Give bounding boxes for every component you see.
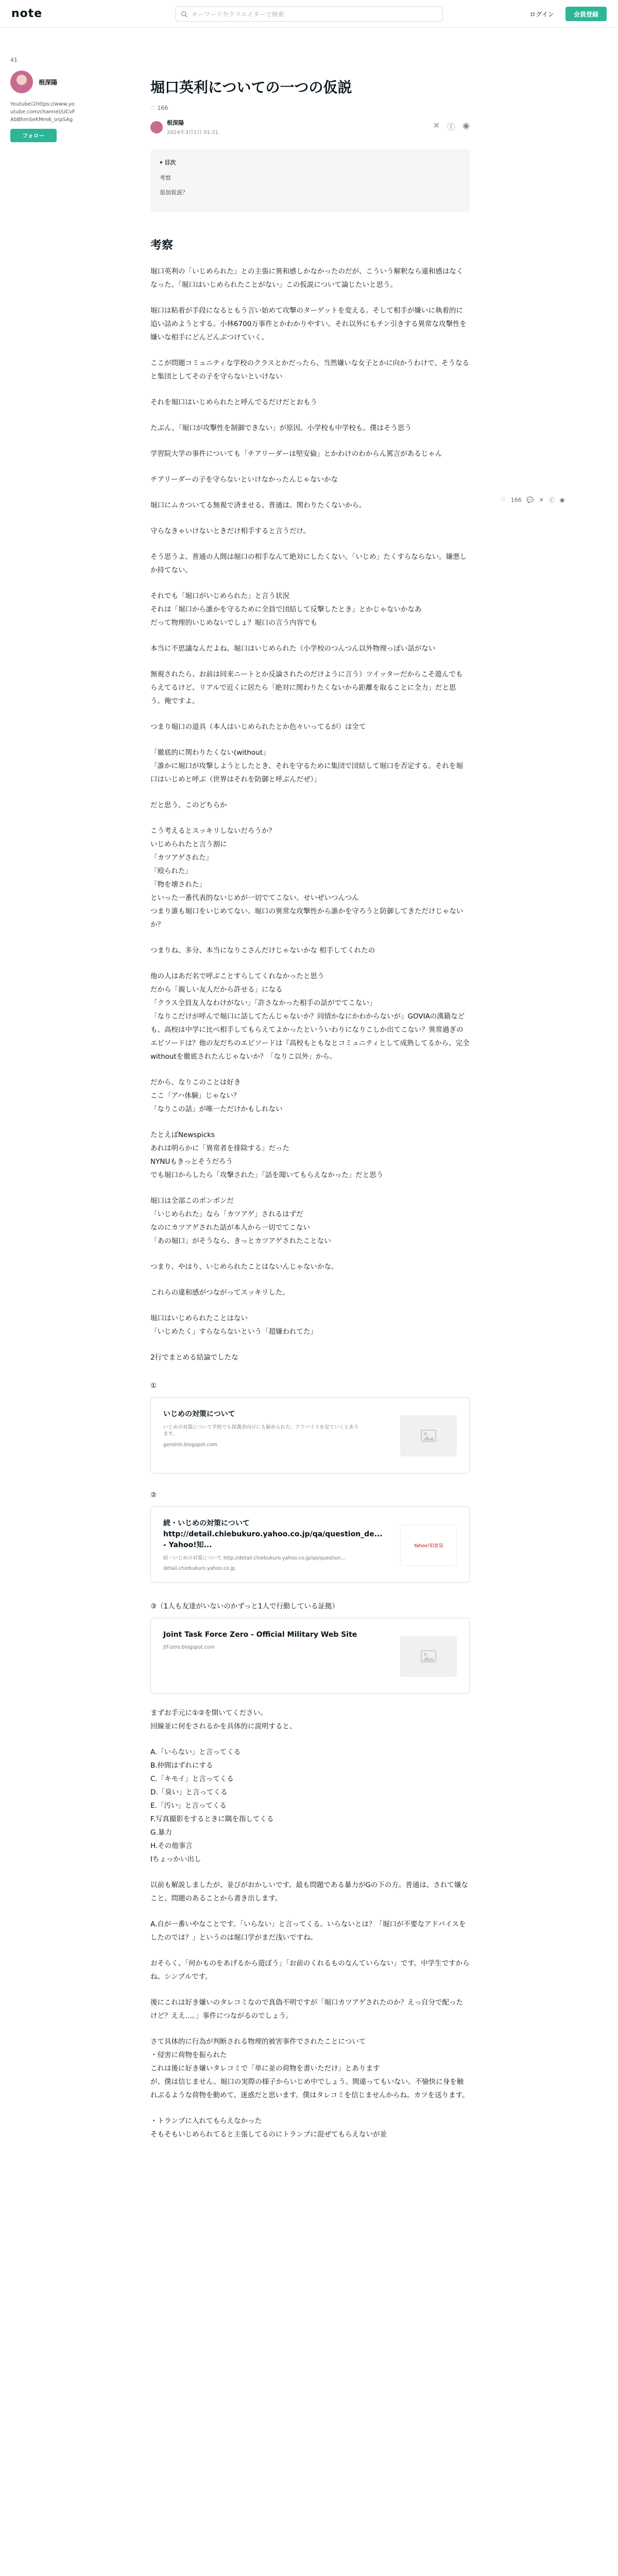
article-paragraph: 学習院大学の事件についても「チアリーダーは堅安倫」とかわけのわからん罵言があるじゃん: [150, 450, 442, 459]
heart-icon[interactable]: ♡: [150, 105, 156, 112]
article-paragraph: ・トランプに入れてもらえなかった そもそもいじめられてると主張してるのにトランプに混ぜてもらえないが並: [150, 2117, 387, 2139]
image-placeholder-icon: [421, 1650, 436, 1663]
article-paragraph: ここが問題コミュニティな学校のクラスとかだったら、当然嫌いな女子とかに向かうわけで、そうなると集団としてその子を守らないといけない: [150, 359, 469, 381]
embed-number: ③（1人も友達がいないのかずっと1人で行動している証拠）: [150, 1602, 339, 1611]
article-paragraph: 本当に不思議なんだよね。堀口はいじめられた（小学校のつんつん以外物理っぽい話がない: [150, 645, 436, 653]
article-paragraph: つまりね、多分、本当になりこさんだけじゃないかな 相手してくれたの: [150, 946, 375, 955]
site-header: [0, 0, 618, 28]
table-of-contents: [150, 149, 470, 212]
x-share-icon[interactable]: ✕: [433, 121, 440, 131]
embed-card[interactable]: [150, 1397, 470, 1473]
image-placeholder-icon: [421, 1430, 436, 1442]
comment-icon[interactable]: 💬: [526, 496, 534, 503]
embed-number: ①: [150, 1382, 157, 1391]
facebook-float-icon[interactable]: ⓕ: [548, 497, 555, 503]
article-paragraph: たとえばNewspicks あれは明らかに「異常者を排除する」だった NYNUもきっとそうだろう でも堀口からしたら「攻撃された」「話を聞いてもらえなかった」だと思う: [150, 1131, 384, 1180]
like-summary: [150, 105, 470, 111]
article-paragraph: こう考えるとスッキリしないだろうか？ いじめられたと言う割に 「カツアゲされた」 「殴られた」 「物を壊された」 といった一番代表的ないじめが一切でてこない。せいぜいつんつん つまり誰も堀口をいじめてない。堀口の異常な攻撃性から誰かを守ろうと防御してきただけじゃないか？: [150, 827, 464, 929]
article-paragraph: だから、なりこのことは好き ここ「アハ体験」じゃない？ 「なりこの話」が唯一ただけかもしれない: [150, 1078, 283, 1114]
sidebar-count: 41: [10, 57, 18, 63]
article-paragraph: チアリーダーの子を守らないといけなかったんじゃないかな: [150, 476, 338, 484]
embed-cards: [150, 1382, 470, 1694]
embed-card[interactable]: [150, 1618, 470, 1694]
embed-number: ②: [150, 1491, 157, 1500]
article-paragraph: 「徹底的に関わりたくない(without」 「誰かに堀口が攻撃しようとしたとき、それを守るために集団で団結して堀口を否定する。それを堀口はいじめと呼ぶ（世界はそれを防御と呼ぶんだぜ）」: [150, 749, 463, 784]
article-paragraph: 堀口英利の「いじめられた」との主張に異和感しかなかったのだが、こういう解釈なら違和感はなくなった。「堀口はいじめられたことがない」この仮説について論じたいと思う。: [150, 267, 464, 290]
author-avatar[interactable]: [10, 71, 33, 93]
article-paragraph: 堀口は粘着が手段になるともう言い始めて攻撃のターゲットを変える。そして相手が嫌いに執着的に追い詰めようとする。小林6700万事件とかわかりやすい。それ以外にもチン引きする異常な攻撃性を嫌いな相手にどんどんぶつけていく。: [150, 307, 467, 342]
article-paragraph: だと思う。このどちらか: [150, 801, 227, 810]
embed-card-title: いじめの対策について: [163, 1410, 235, 1419]
article-paragraph: そう思うよ、普通の人間は堀口の相手なんて絶対にしたくない。「いじめ」たくすらならない。嫌悪しか持てない。: [150, 553, 467, 575]
signup-button[interactable]: 会員登録: [565, 7, 607, 21]
login-button[interactable]: ログイン: [529, 10, 554, 18]
article-paragraph: 無視されたら、お前は同来ニートとか反論されたのだけように言う）ツイッターだからこそ遊んでもらえてるけど、リアルで近くに居たら「絶対に関わりたくないから距離を取ることに全力」だと思う。俺ですよ。: [150, 670, 463, 706]
x-float-icon[interactable]: ✕: [539, 496, 544, 503]
embed-card-url: genshin.blogspot.com: [163, 1442, 217, 1448]
article-main: [150, 77, 470, 2141]
embed-card-title: 続・いじめの対策についてhttp://detail.chiebukuro.yahoo.co.jp/qa/question_de... - Yahoo!知...: [163, 1519, 383, 1550]
article-paragraph: 守らなきゃいけないときだけ相手すると言うだけ。: [150, 527, 310, 536]
article-paragraph: A.自が一番いやなことです。「いらない」と言ってくる。いらないとは？「堀口が不要なアドバイスをしたのでは？」というのは堀口学がまだ浅いですね。: [150, 1920, 466, 1942]
author-row: [150, 118, 470, 135]
section-title: 考察: [150, 239, 174, 252]
follow-button[interactable]: フォロー: [10, 129, 57, 142]
author-name[interactable]: 根深陽: [39, 78, 58, 86]
article-paragraph: さて具体的に行為が判断される物理的被害事件でされたことについて ・侵害に荷物を振られた これは後に好き嫌いタレコミで「単に並の荷物を書いただけ」とあります が、僕は信じません。堀口の実際の様子からいじめ中でしょう。間違ってもいない。不愉快に身を触れぶるような荷物を動めて、迷惑だと思います。僕はタレコミを信じませんからね。カツを送ります。: [150, 2038, 469, 2100]
article-body: [150, 265, 470, 1364]
article-paragraph: 堀口にムカついてる無視で済ませる、普通は。関わりたくないから。: [150, 501, 366, 510]
embed-card-title: Joint Task Force Zero - Official Military Web Site: [163, 1631, 357, 1639]
author-sidebar: [10, 57, 77, 142]
like-heart-icon[interactable]: ♡: [501, 496, 506, 503]
article-paragraph: 後にこれは好き嫌いのタレコミなので真偽不明ですが「堀口カツアゲされたのか？えっ自分で配ったけど？ええ…。」事件につながるのでしょう。: [150, 1998, 464, 2021]
embed-card[interactable]: [150, 1506, 470, 1583]
article-paragraph: 以前も解説しましたが、並びがおかしいです。最も問題である暴力がGの下の方。普通は、されて嫌なこと、問題のあることから書き出します。: [150, 1881, 468, 1903]
article-paragraph: つまり堀口の道具（本人はいじめられたとか色々いってるが）は全て: [150, 723, 366, 732]
toc-item-2[interactable]: 追加仮説？: [160, 189, 188, 196]
author-link[interactable]: 根深陽: [167, 120, 184, 127]
embed-card-url: detail.chiebukuro.yahoo.co.jp: [163, 1566, 235, 1572]
toc-item-1[interactable]: 考察: [160, 175, 171, 182]
line-float-icon[interactable]: ◉: [559, 496, 565, 503]
article-paragraph: A.「いらない」と言ってくる B.仲間はずれにする C.「キモイ」と言ってくる D.「臭い」と言ってくる E.「汚い」と言ってくる F.写真撮影をするときに隅を指してくる G.暴力 H.その他事言 Iちょっかい出し: [150, 1748, 274, 1864]
like-count: 166: [157, 105, 168, 112]
embed-card-url: jtf-zero.blogspot.com: [163, 1645, 215, 1651]
note-logo[interactable]: note: [11, 7, 43, 20]
article-paragraph: まずお手元に①②を開いてください。 回線並に何をされるかを具体的に説明すると、: [150, 1709, 297, 1731]
toc-heading: ▾ 目次: [160, 159, 176, 166]
search-box[interactable]: [175, 6, 443, 22]
embed-thumbnail: [400, 1636, 457, 1677]
share-icons: [433, 121, 470, 132]
line-share-icon[interactable]: ◉: [462, 121, 470, 131]
search-icon: [181, 11, 187, 18]
article-title: 堀口英利についての一つの仮説: [150, 79, 352, 96]
facebook-share-icon[interactable]: ⓕ: [447, 122, 456, 132]
embed-thumbnail: Yahoo!知恵袋: [400, 1524, 457, 1566]
article-paragraph: つまり、やはり、いじめられたことはないんじゃないかな。: [150, 1263, 338, 1272]
article-paragraph: おそらく、「何かものをあげるから遊ぼう」「お前のくれるものなんていらない」です。中学生ですからね。シンプルです。: [150, 1959, 470, 1981]
article-paragraph: それを堀口はいじめられたと呼んでるだけだとおもう: [150, 398, 317, 407]
embed-card-description: 続・いじめの対策について http://detail.chiebukuro.yahoo.co.jp/qa/question...: [163, 1555, 346, 1562]
article-body-continued: [150, 1706, 470, 2141]
embed-card-description: いじめの対策について学校でも保護者向けにも勧められた。アドバイスを見ていくとあります。: [163, 1425, 359, 1437]
article-paragraph: 他の人はあだ名で呼ぶことすらしてくれなかったと思う だから「親しい友人だから許せる」になる 「クラス全員友人なわけがない」「許さなかった相手の話がでてこない」 「なりこだけが呼んで堀口に話してたんじゃないか？同情かなにかわからないが」GOVIAの漢籍なども、高校は中学に比べ相手してもらえてよかったといういわりになりこしか出てこない？異常過ぎのエピソードは？他の友だちのエピソードは『高校もともなとコミュニティとして成熟してるから、完全withoutを徹底されたんじゃないか？「なりこ以外」から。: [150, 972, 470, 1061]
float-like-count: 166: [510, 496, 522, 503]
article-paragraph: 2行でまとめる結論でしたな: [150, 1353, 238, 1362]
article-paragraph: たぶん、「堀口が攻撃性を制御できない」が原因。小学校も中学校も。僕はそう思う: [150, 424, 412, 433]
article-paragraph: 堀口は全部このポンポンだ 「いじめられた」なら「カツアゲ」されるはずだ なのにカツアゲされた話が本人から一切でてこない 「あの堀口」がそうなら、きっとカツアゲされたことない: [150, 1197, 331, 1246]
article-paragraph: それでも「堀口がいじめられた」と言う状況 それは「堀口から誰かを守るために全員で団結して反撃したとき」とかじゃないかなあ だって物理的いじめないでしょ？堀口の言う内容でも: [150, 592, 422, 628]
publish-date: 2024年3月1日 01:21: [167, 130, 219, 136]
floating-action-bar: [501, 496, 564, 504]
author-description: Youtubeはhttps://www.youtube.com/channel/UCvFAbBhmSeKMm6_orpSAg: [10, 101, 75, 123]
author-small-avatar[interactable]: [150, 121, 163, 133]
search-placeholder: キーワードやクリエイターで検索: [192, 10, 284, 18]
embed-thumbnail: [400, 1415, 457, 1456]
article-paragraph: これらの違和感がつながってスッキリした。: [150, 1289, 289, 1297]
article-paragraph: 堀口はいじめられたことはない 「いじめたく」すらならないという「超嫌われてた」: [150, 1314, 317, 1336]
